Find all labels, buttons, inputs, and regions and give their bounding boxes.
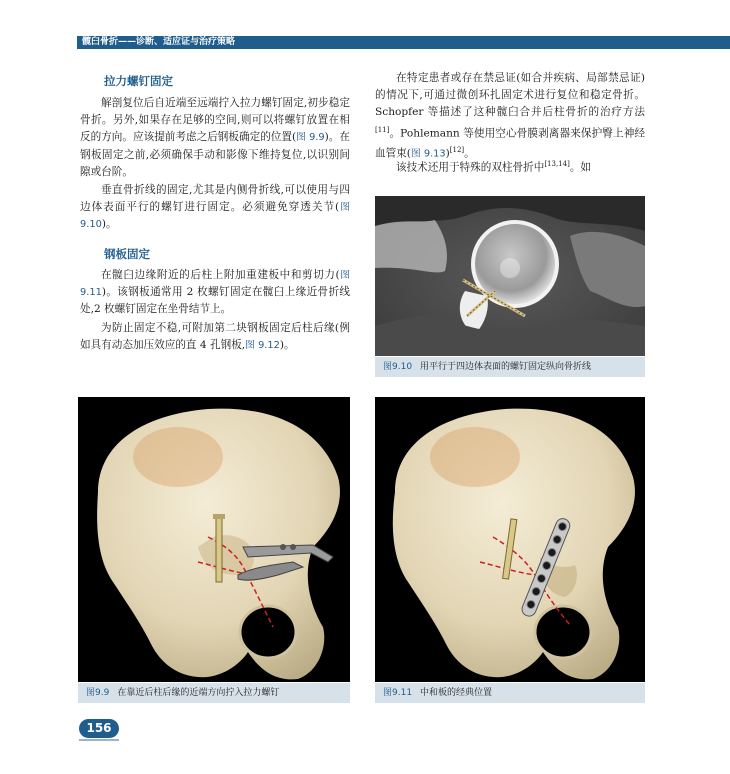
figure-9-10-caption	[375, 357, 645, 377]
figure-9-11-pelvis-image	[375, 397, 645, 682]
ct-scan-illustration	[375, 196, 645, 356]
figure-9-10-number: 图9.10	[383, 362, 413, 372]
figure-link-9-13[interactable]: 图 9.13	[410, 148, 446, 160]
citation-13-14: [13,14]	[544, 160, 570, 168]
figure-9-11-caption-text: 中和板的经典位置	[420, 688, 493, 698]
paragraph-lag-screw-1: 解剖复位后自近端至远端拧入拉力螺钉固定,初步稳定骨折。另外,如果存在足够的空间,则可以将螺钉放置在相反的方向。应该提前考虑之后钢板确定的位置(图 9.9)。在钢板固定之前,必须确保手动和影像下维持复位,以识别间隙或台阶。	[80, 97, 350, 178]
figure-link-9-11[interactable]: 图 9.11	[80, 270, 350, 299]
pelvis-lag-screw-illustration	[78, 397, 350, 682]
paragraph-right-1: 在特定患者或存在禁忌证(如合并疾病、局部禁忌证)的情况下,可通过微创环扎固定术进行复位和稳定骨折。Schopfer 等描述了这种髋臼合并后柱骨折的治疗方法[11]。Pohlemann 等使用空心骨膜剥离器来保护臀上神经血管束(图 9.13)[12]。	[375, 72, 645, 160]
figure-9-10-ct-image	[375, 196, 645, 356]
citation-11: [11]	[375, 125, 390, 134]
figure-9-11-caption	[375, 683, 645, 703]
running-header: 髋臼骨折——诊断、适应证与治疗策略	[82, 37, 236, 47]
figure-9-9-pelvis-image	[78, 397, 350, 682]
paragraph-right-2: 该技术还用于特殊的双柱骨折中[13,14]。如	[396, 160, 592, 174]
section-heading-plate: 钢板固定	[104, 247, 150, 261]
section-heading-lag-screw: 拉力螺钉固定	[104, 74, 173, 88]
figure-link-9-12[interactable]: 图 9.12	[245, 340, 280, 352]
citation-12: [12]	[449, 146, 465, 155]
figure-9-9-caption	[78, 683, 350, 703]
page-number: 156	[79, 719, 119, 738]
figure-9-9-caption-text: 在靠近后柱后缘的近端方向拧入拉力螺钉	[117, 688, 280, 698]
paragraph-plate-2: 为防止固定不稳,可附加第二块钢板固定后柱后缘(例如具有动态加压效应的直 4 孔钢板,图 9.12)。	[80, 322, 350, 352]
pelvis-plate-illustration	[375, 397, 645, 682]
paragraph-plate-1: 在髋臼边缘附近的后柱上附加重建板中和剪切力(图 9.11)。该钢板通常用 2 枚螺钉固定在髋臼上缘近骨折线处,2 枚螺钉固定在坐骨结节上。	[80, 269, 350, 316]
paragraph-lag-screw-2: 垂直骨折线的固定,尤其是内侧骨折线,可以使用与四边体表面平行的螺钉进行固定。必须避免穿透关节(图 9.10)。	[80, 184, 350, 231]
figure-link-9-10[interactable]: 图 9.10	[80, 202, 350, 231]
page-number-underline	[79, 739, 119, 741]
figure-9-10-caption-text: 用平行于四边体表面的螺钉固定纵向骨折线	[420, 362, 592, 372]
figure-9-11-number: 图9.11	[383, 688, 413, 698]
figure-link-9-9[interactable]: 图 9.9	[296, 132, 325, 144]
figure-9-9-number: 图9.9	[86, 688, 110, 698]
